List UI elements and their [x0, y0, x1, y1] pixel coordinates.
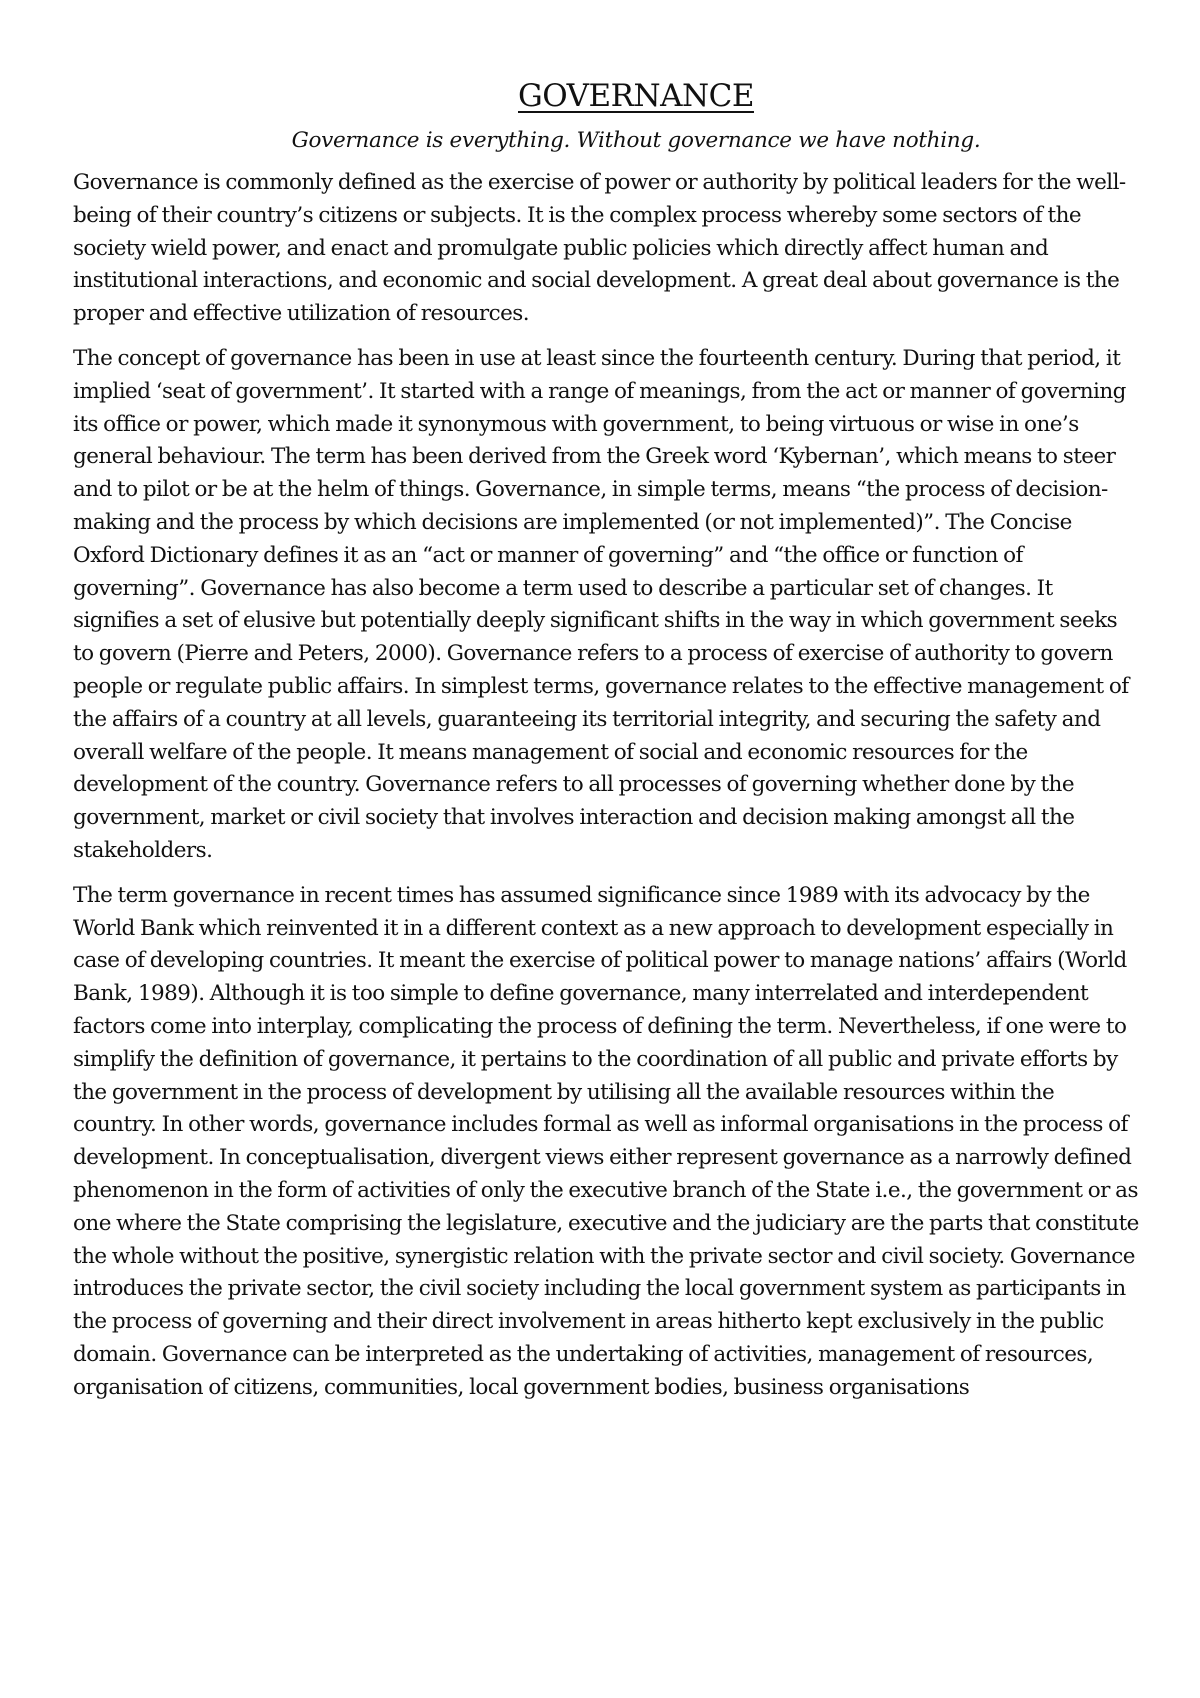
paragraph-world-bank: The term governance in recent times has assumed significance since 1989 with its advocacy by the World Bank which reinvented it in a different context as a new approach to development especially in case of developing countries. It meant the exercise of political power to manage nations’ affairs (World Bank, 1989). Although it is too simple to define governance, many interrelated and interdependent factors come into interplay, complicating the process of defining the term. Nevertheless, if one were to simplify the definition of governance, it pertains to the coordination of all public and private efforts by the government in the process of development by utilising all the available resources within the country. In other words, governance includes formal as well as informal organisations in the process of development. In conceptualisation, divergent views either represent governance as a narrowly defined phenomenon in the form of activities of only the executive branch of the State i.e., the government or as one where the State comprising the legislature, executive and the judiciary are the parts that constitute the whole without the positive, synergistic relation with the private sector and civil society. Governance introduces the private sector, the civil society including the local government system as participants in the process of governing and their direct involvement in areas hitherto kept exclusively in the public domain. Governance can be interpreted as the undertaking of activities, management of resources, organisation of citizens, communities, local government bodies, business organisations: [73, 882, 1139, 1400]
page-title: GOVERNANCE: [518, 78, 754, 114]
document-page: [73, 70, 1139, 1416]
epigraph-quote: Governance is everything. Without governance we have nothing.: [291, 128, 981, 153]
paragraph-concept-history: The concept of governance has been in use at least since the fourteenth century. During that period, it implied ‘seat of government’. It started with a range of meanings, from the act or manner of governing its office or power, which made it synonymous with government, to being virtuous or wise in one’s general behaviour. The term has been derived from the Greek word ‘Kybernan’, which means to steer and to pilot or be at the helm of things. Governance, in simple terms, means “the process of decision-making and the process by which decisions are implemented (or not implemented)”. The Concise Oxford Dictionary defines it as an “act or manner of governing” and “the office or function of governing”. Governance has also become a term used to describe a particular set of changes. It signifies a set of elusive but potentially deeply significant shifts in the way in which government seeks to govern (Pierre and Peters, 2000). Governance refers to a process of exercise of authority to govern people or regulate public affairs. In simplest terms, governance relates to the effective management of the affairs of a country at all levels, guaranteeing its territorial integrity, and securing the safety and overall welfare of the people. It means management of social and economic resources for the development of the country. Governance refers to all processes of governing whether done by the government, market or civil society that involves interaction and decision making amongst all the stakeholders.: [73, 345, 1129, 863]
paragraph-definition: Governance is commonly defined as the exercise of power or authority by political leaders for the well-being of their country’s citizens or subjects. It is the complex process whereby some sectors of the society wield power, and enact and promulgate public policies which directly affect human and institutional interactions, and economic and social development. A great deal about governance is the proper and effective utilization of resources.: [73, 170, 1126, 327]
